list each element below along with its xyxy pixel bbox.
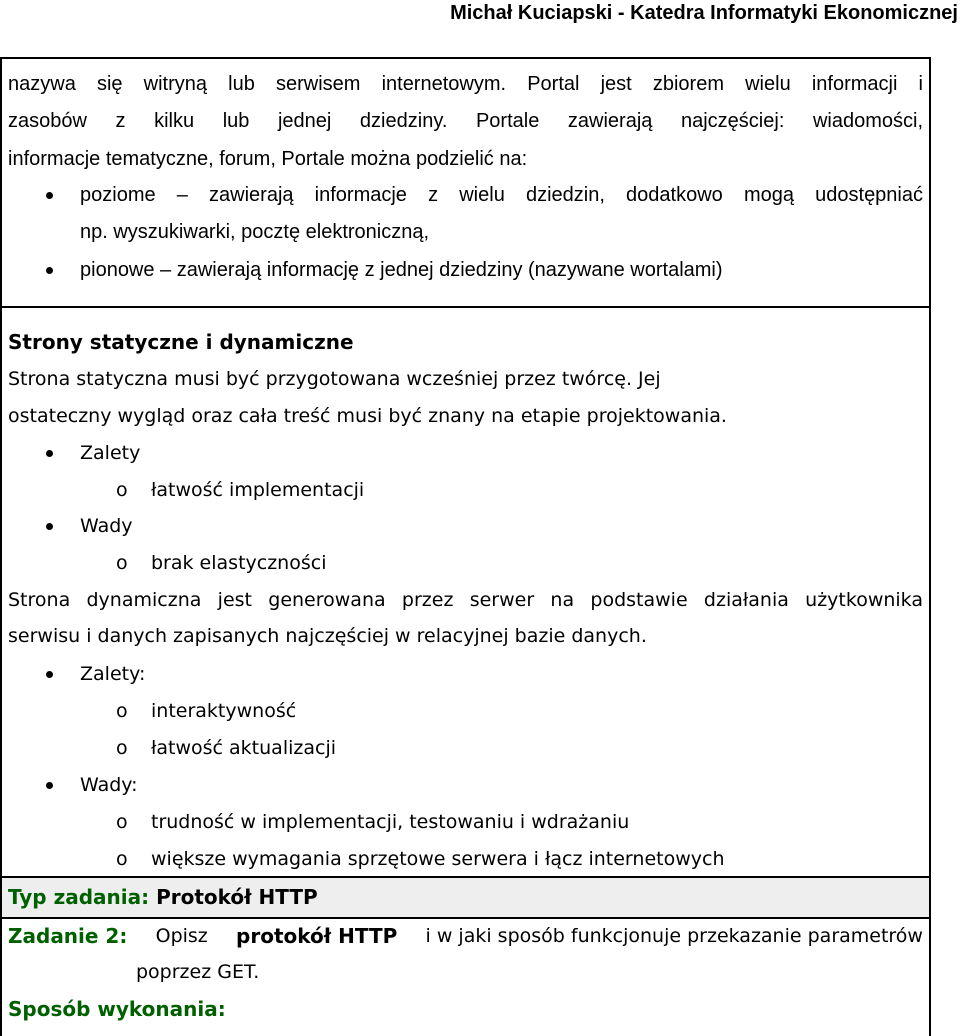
task-type-value: Protokół HTTP [156, 885, 318, 909]
circle-bullet-icon: o [116, 811, 128, 833]
task-line-2: poprzez GET. [136, 961, 260, 983]
task-text-c: i w jaki sposób funkcjonuje przekazanie parametrów [425, 925, 923, 947]
portal-line-2: zasobów z kilku lub jednej dziedziny. Portale zawierają najczęściej: wiadomości, [8, 110, 923, 132]
task-text-b: protokół HTTP [236, 924, 398, 948]
dynamic-pros-label: Zalety: [80, 663, 146, 685]
bullet-icon [46, 267, 53, 274]
portal-bullet-2: pionowe – zawierają informację z jednej dziedziny (nazywane wortalami) [80, 259, 723, 281]
static-con-item: brak elastyczności [151, 552, 327, 574]
circle-bullet-icon: o [116, 552, 128, 574]
task-label: Zadanie 2: [8, 924, 128, 948]
portal-line-3: informacje tematyczne, forum, Portale można podzielić na: [8, 148, 528, 170]
task-line-1 [8, 924, 923, 948]
method-label: Sposób wykonania: [8, 997, 226, 1021]
dynamic-con-item: trudność w implementacji, testowaniu i wdrażaniu [151, 811, 630, 833]
bullet-icon [46, 671, 53, 678]
dynamic-line-2: serwisu i danych zapisanych najczęściej w relacyjnej bazie danych. [8, 625, 647, 647]
static-line-1: Strona statyczna musi być przygotowana wcześniej przez twórcę. Jej [8, 368, 661, 390]
circle-bullet-icon: o [116, 737, 128, 759]
task-text-a: Opisz [155, 925, 208, 947]
circle-bullet-icon: o [116, 700, 128, 722]
static-cons-label: Wady [80, 515, 133, 537]
dynamic-line-1: Strona dynamiczna jest generowana przez serwer na podstawie działania użytkownika [8, 589, 923, 611]
static-pros-label: Zalety [80, 442, 141, 464]
circle-bullet-icon: o [116, 479, 128, 501]
page-header: Michał Kuciapski - Katedra Informatyki Ekonomicznej [450, 2, 958, 24]
portal-bullet-1-line-2: np. wyszukiwarki, pocztę elektroniczną, [80, 221, 430, 243]
static-line-2: ostateczny wygląd oraz cała treść musi być znany na etapie projektowania. [8, 405, 727, 427]
dynamic-cons-label: Wady: [80, 774, 138, 796]
bullet-icon [46, 192, 53, 199]
dynamic-pro-item: łatwość aktualizacji [151, 737, 336, 759]
task-type-line [8, 885, 318, 909]
bullet-icon [46, 523, 53, 530]
task-type-label: Typ zadania: [8, 885, 150, 909]
portal-bullet-1-line-1: poziome – zawierają informacje z wielu dziedzin, dodatkowo mogą udostępniać [80, 184, 923, 206]
section-heading: Strony statyczne i dynamiczne [8, 330, 354, 354]
dynamic-pro-item: interaktywność [151, 700, 297, 722]
static-pro-item: łatwość implementacji [151, 479, 365, 501]
portal-line-1: nazywa się witryną lub serwisem internetowym. Portal jest zbiorem wielu informacji i [8, 73, 923, 95]
circle-bullet-icon: o [116, 848, 128, 870]
bullet-icon [46, 450, 53, 457]
dynamic-con-item: większe wymagania sprzętowe serwera i łącz internetowych [151, 848, 725, 870]
bullet-icon [46, 782, 53, 789]
